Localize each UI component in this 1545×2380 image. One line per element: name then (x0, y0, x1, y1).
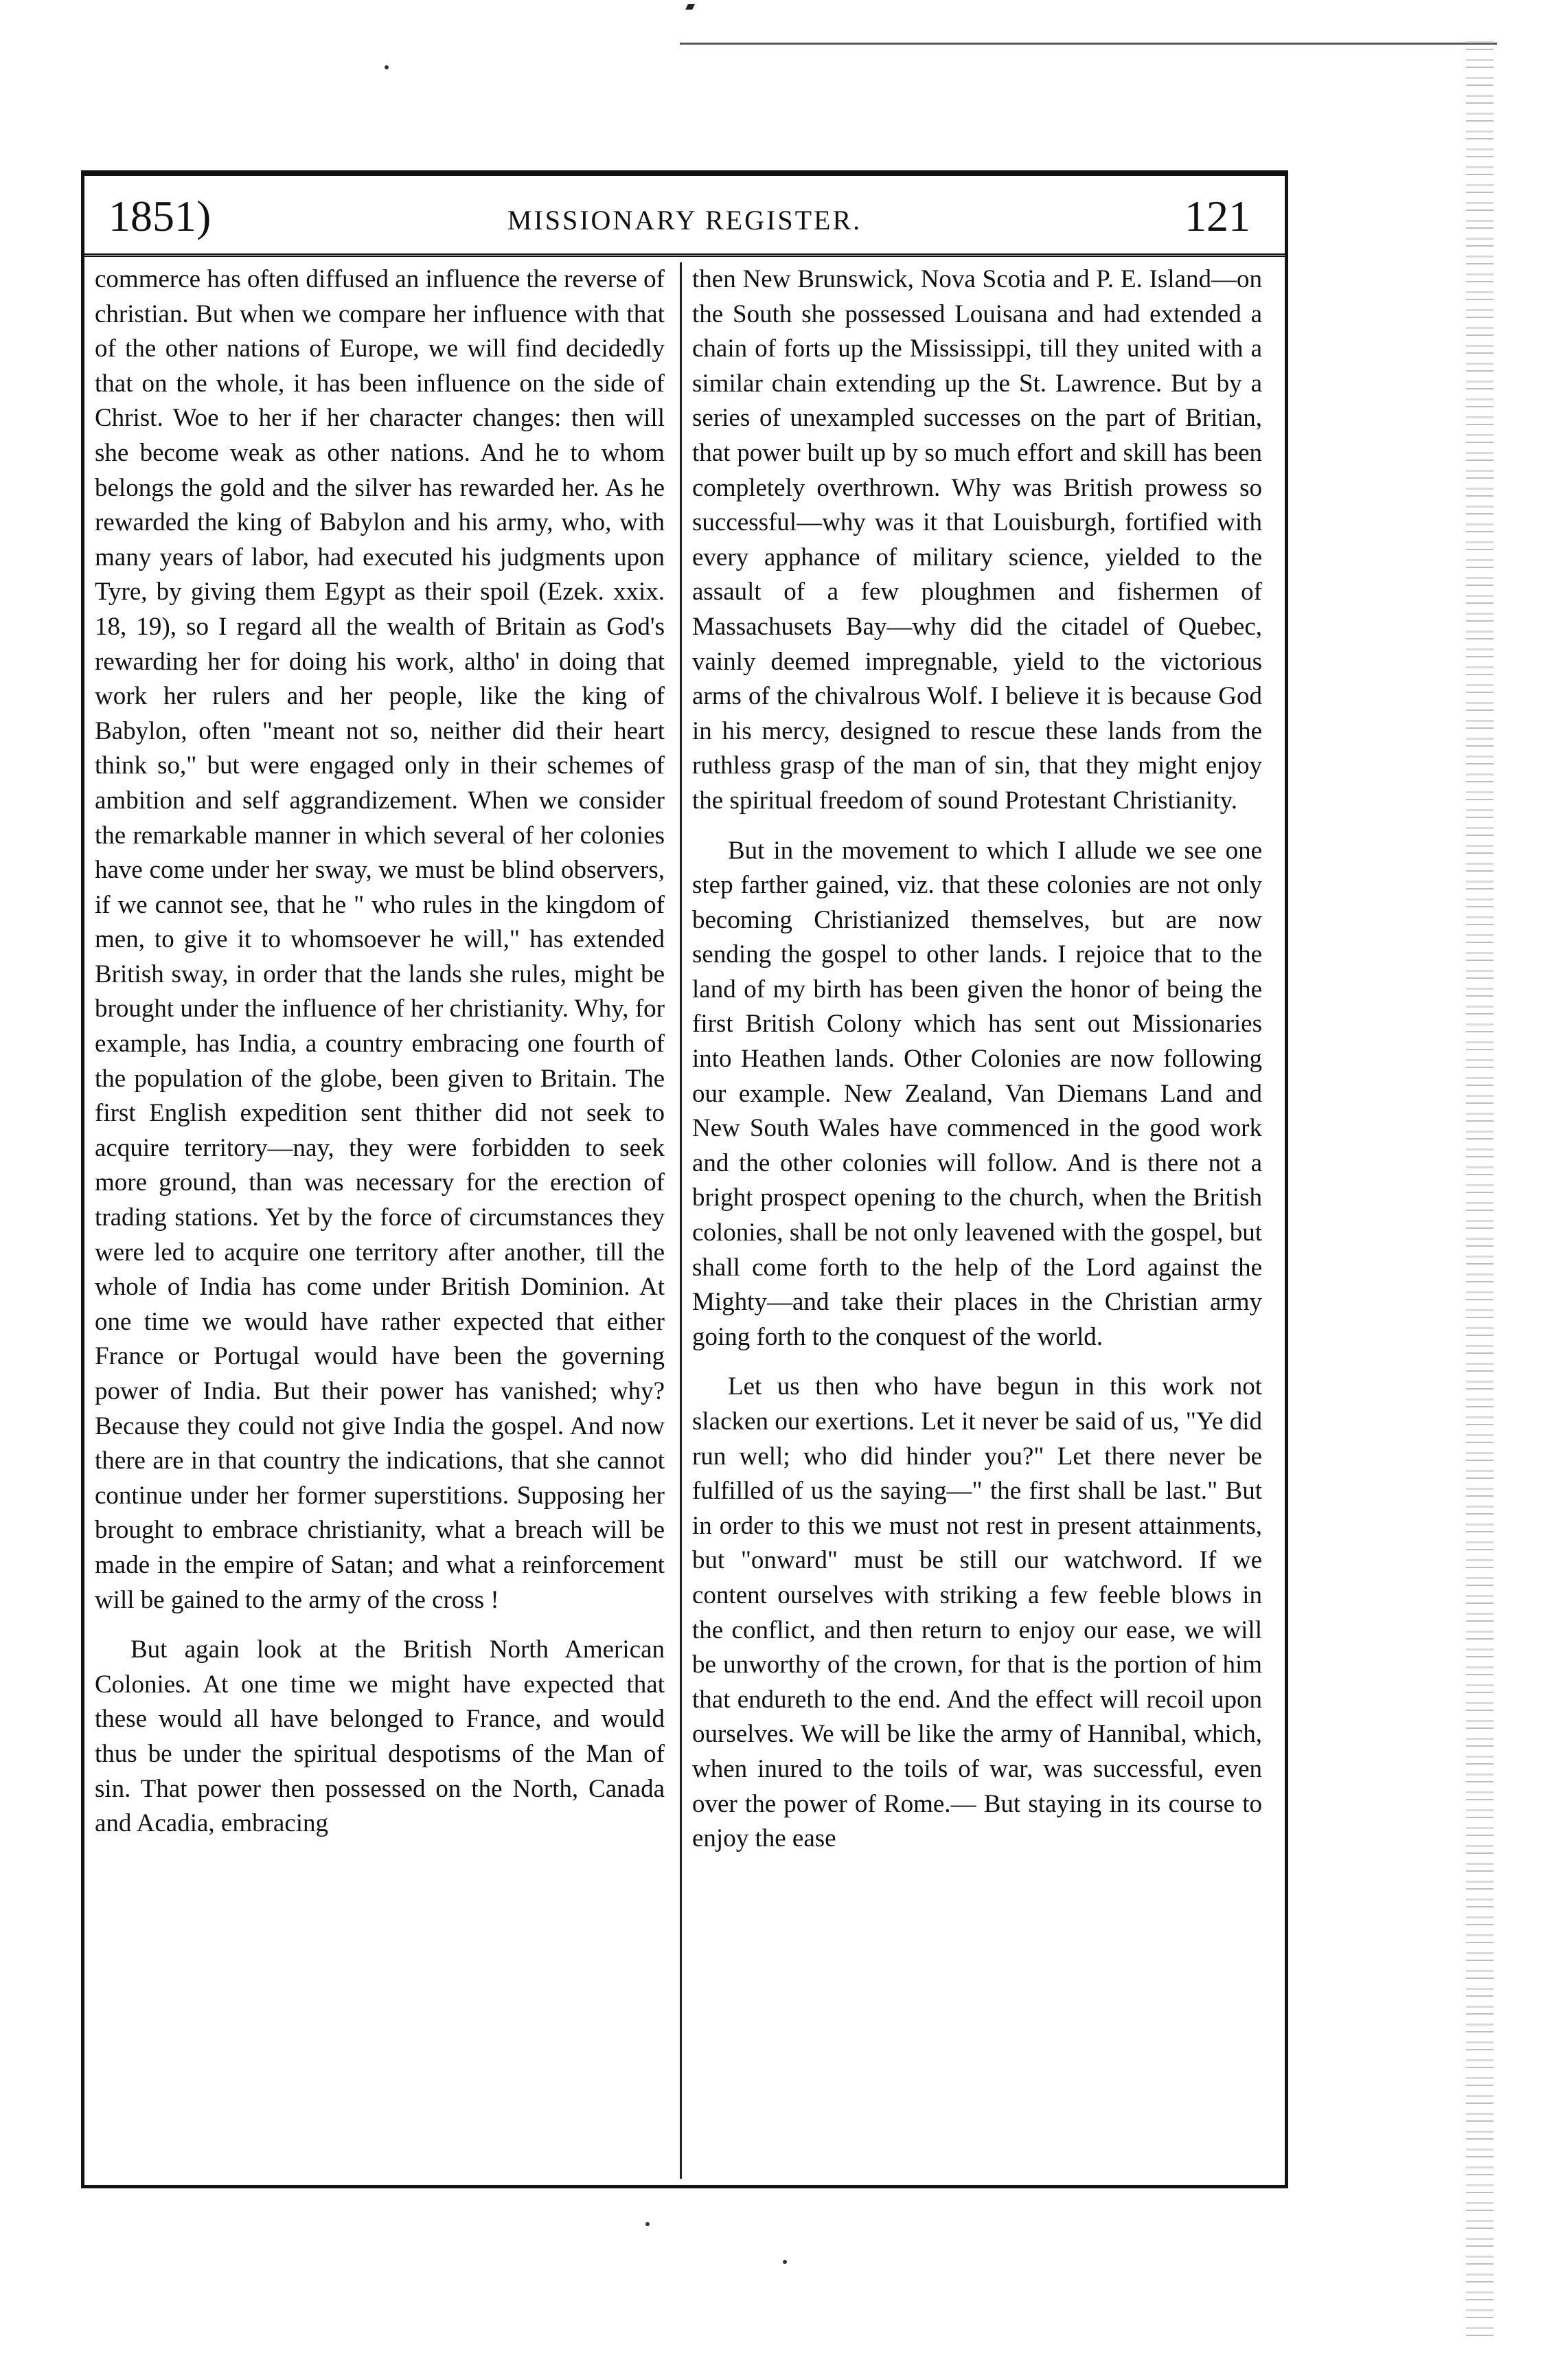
top-rule (680, 43, 1497, 45)
column-divider (680, 262, 682, 2179)
scan-speck (385, 65, 389, 69)
scan-edge-noise (1466, 41, 1494, 2342)
page-number: 121 (1184, 192, 1250, 240)
header-title: MISSIONARY REGISTER. (507, 205, 862, 236)
print-mark (685, 4, 695, 10)
paragraph: commerce has often diffused an influence the reverse of christian. But when we compare her influence with that of the other nations of Europe, we will find decidedly that on the whole, it has been influence on the side of Christ. Woe to her if her character changes: then will she become weak as other nations. And he to whom belongs the gold and the silver has rewarded her. As he rewarded the king of Babylon and his army, who, with many years of labor, had executed his judgments upon Tyre, by giving them Egypt as their spoil (Ezek. xxix. 18, 19), so I regard all the wealth of Britain as God's rewarding her for doing his work, altho' in doing that work her rulers and her people, like the king of Babylon, often "meant not so, neither did their heart think so," but were engaged only in their schemes of ambition and self aggrandizement. When we consider the remarkable manner in which several of her colonies have come under her sway, we must be blind observers, if we cannot see, that he " who rules in the kingdom of men, to give it to whomsoever he will," has extended British sway, in order that the lands she rules, might be brought under the influence of her christianity. Why, for example, has India, a country embracing one fourth of the population of the globe, been given to Britain. The first English expedition sent thither did not seek to acquire territory—nay, they were forbidden to seek more ground, than was necessary for the erection of trading stations. Yet by the force of circumstances they were led to acquire one territory after another, till the whole of India has come under British Dominion. At one time we would have rather expected that either France or Portugal would have been the governing power of India. But their power has vanished; why? Because they could not give India the gospel. And now there are in that country the indications, that she cannot continue under her former superstitions. Supposing her brought to embrace christianity, what a breach will be made in the empire of Satan; and what a reinforcement will be gained to the army of the cross ! (95, 265, 665, 1614)
paragraph: But in the movement to which I allude we see one step farther gained, viz. that these colonies are not only becoming Christianized themselves, but are now sending the gospel to other lands. I rejoice that to the land of my birth has been given the honor of being the first British Colony which has sent out Missionaries into Heathen lands. Other Colonies are now following our example. New Zealand, Van Diemans Land and New South Wales have commenced in the good work and the other colonies will follow. And is there not a bright prospect opening to the church, when the British colonies, shall be not only leavened with the gospel, but shall come forth to the help of the Lord against the Mighty—and take their places in the Christian army going forth to the conquest of the world. (692, 836, 1262, 1351)
scan-speck (645, 2222, 650, 2226)
running-header (81, 176, 1288, 257)
paragraph: Let us then who have begun in this work not slacken our exertions. Let it never be said of us, "Ye did run well; who did hinder you?" Let there never be fulfilled of us the saying—" the first shall be last." But in order to this we must not rest in present attainments, but "onward" must be still our watchword. If we content ourselves with striking a few feeble blows in the conflict, and then return to enjoy our ease, we will be unworthy of the crown, for that is the portion of him that endureth to the end. And the effect will recoil upon ourselves. We will be like the army of Hannibal, which, when inured to the toils of war, was successful, even over the power of Rome.— But staying in its course to enjoy the ease (692, 1372, 1262, 1853)
paragraph: But again look at the British North American Colonies. At one time we might have expected that these would all have belonged to France, and would thus be under the spiritual despotisms of the Man of sin. That power then possessed on the North, Canada and Acadia, embracing (95, 1635, 665, 1838)
right-column (692, 262, 1262, 1857)
paragraph: then New Brunswick, Nova Scotia and P. E. Island—on the South she possessed Louisana and had extended a chain of forts up the Mississippi, till they united with a similar chain extending up the St. Lawrence. But by a series of unexampled successes on the part of Britian, that power built up by so much effort and skill has been completely overthrown. Why was British prowess so successful—why was it that Louisburgh, fortified with every apphance of military science, yielded to the assault of a few ploughmen and fishermen of Massachusets Bay—why did the citadel of Quebec, vainly deemed impregnable, yield to the victorious arms of the chivalrous Wolf. I believe it is because God in his mercy, designed to rescue these lands from the ruthless grasp of the man of sin, that they might enjoy the spiritual freedom of sound Protestant Christianity. (692, 265, 1262, 815)
header-year: 1851) (108, 192, 211, 240)
scan-speck (783, 2260, 787, 2264)
left-column (95, 262, 665, 1841)
